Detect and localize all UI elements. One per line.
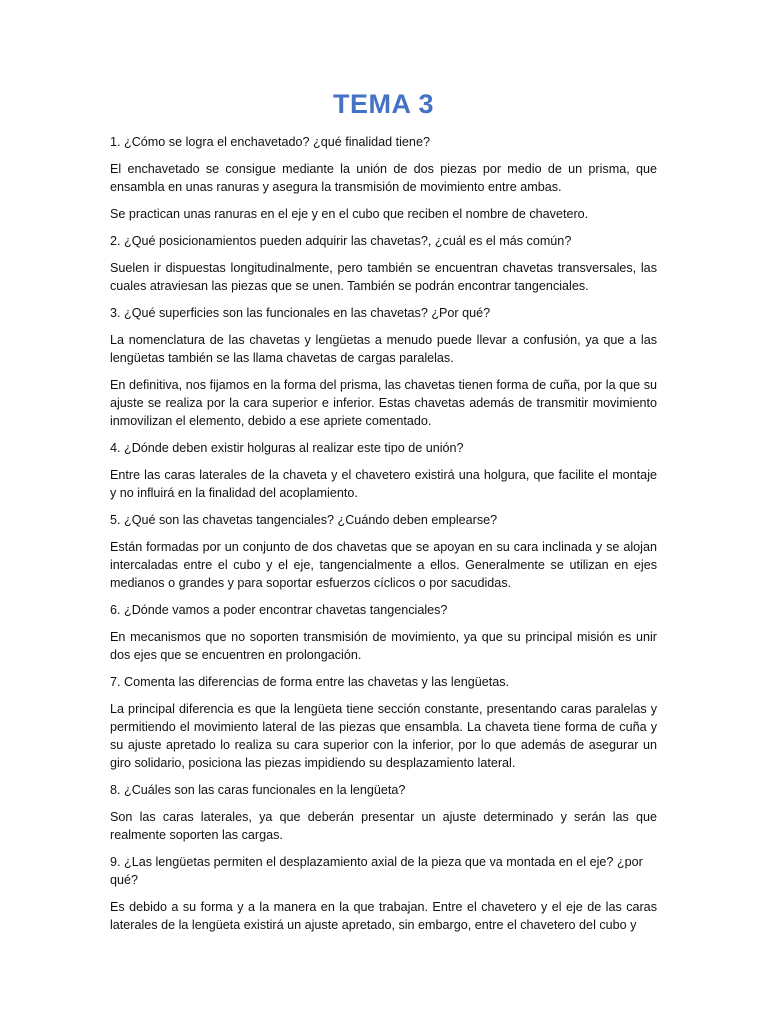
- question-8: 8. ¿Cuáles son las caras funcionales en la lengüeta?: [110, 783, 406, 797]
- question-3: 3. ¿Qué superficies son las funcionales en las chavetas? ¿Por qué?: [110, 306, 491, 320]
- question-5: 5. ¿Qué son las chavetas tangenciales? ¿Cuándo deben emplearse?: [110, 513, 498, 527]
- answer-7: La principal diferencia es que la lengüeta tiene sección constante, presentando caras paralelas y permitiendo el movimiento lateral de las piezas que ensambla. La chaveta tiene forma de cuña y su ajuste apretado lo realiza su cara superior con la inferior, por lo que además de asegurar un giro solidario, posiciona las piezas impidiendo su desplazamiento lateral.: [110, 702, 657, 770]
- question-4: 4. ¿Dónde deben existir holguras al realizar este tipo de unión?: [110, 441, 464, 455]
- answer-1a: El enchavetado se consigue mediante la unión de dos piezas por medio de un prisma, que ensambla en unas ranuras y asegura la transmisión de movimiento entre ambas.: [110, 162, 657, 194]
- answer-8: Son las caras laterales, ya que deberán presentar un ajuste determinado y serán las que realmente soporten las cargas.: [110, 810, 657, 842]
- question-7: 7. Comenta las diferencias de forma entre las chavetas y las lengüetas.: [110, 675, 510, 689]
- answer-3a: La nomenclatura de las chavetas y lengüetas a menudo puede llevar a confusión, ya que a las lengüetas también se las llama chavetas de cargas paralelas.: [110, 333, 657, 365]
- answer-9: Es debido a su forma y a la manera en la que trabajan. Entre el chavetero y el eje de las caras laterales de la lengüeta existirá un ajuste apretado, sin embargo, entre el chavetero del cubo y: [110, 900, 657, 932]
- answer-6: En mecanismos que no soporten transmisión de movimiento, ya que su principal misión es unir dos ejes que se encuentren en prolongación.: [110, 630, 657, 662]
- answer-3b: En definitiva, nos fijamos en la forma del prisma, las chavetas tienen forma de cuña, por la que su ajuste se realiza por la cara superior e inferior. Estas chavetas además de transmitir movimiento inmovilizan el elemento, debido a ese apriete comentado.: [110, 378, 657, 428]
- answer-4: Entre las caras laterales de la chaveta y el chavetero existirá una holgura, que facilite el montaje y no influirá en la finalidad del acoplamiento.: [110, 468, 657, 500]
- answer-1b: Se practican unas ranuras en el eje y en el cubo que reciben el nombre de chavetero.: [110, 207, 589, 221]
- answer-5: Están formadas por un conjunto de dos chavetas que se apoyan en su cara inclinada y se alojan intercaladas entre el cubo y el eje, tangencialmente a ellos. Generalmente se utilizan en ejes medianos o grandes y para soportar esfuerzos cíclicos o por sacudidas.: [110, 540, 657, 590]
- answer-2: Suelen ir dispuestas longitudinalmente, pero también se encuentran chavetas transversales, las cuales atraviesan las piezas que se unen. También se podrán encontrar tangenciales.: [110, 261, 657, 293]
- question-9: 9. ¿Las lengüetas permiten el desplazamiento axial de la pieza que va montada en el eje? ¿por qué?: [110, 855, 643, 887]
- question-1: 1. ¿Cómo se logra el enchavetado? ¿qué finalidad tiene?: [110, 135, 430, 149]
- document-title: TEMA 3: [332, 89, 434, 119]
- question-6: 6. ¿Dónde vamos a poder encontrar chavetas tangenciales?: [110, 603, 448, 617]
- document-page: [110, 86, 657, 943]
- question-2: 2. ¿Qué posicionamientos pueden adquirir las chavetas?, ¿cuál es el más común?: [110, 234, 572, 248]
